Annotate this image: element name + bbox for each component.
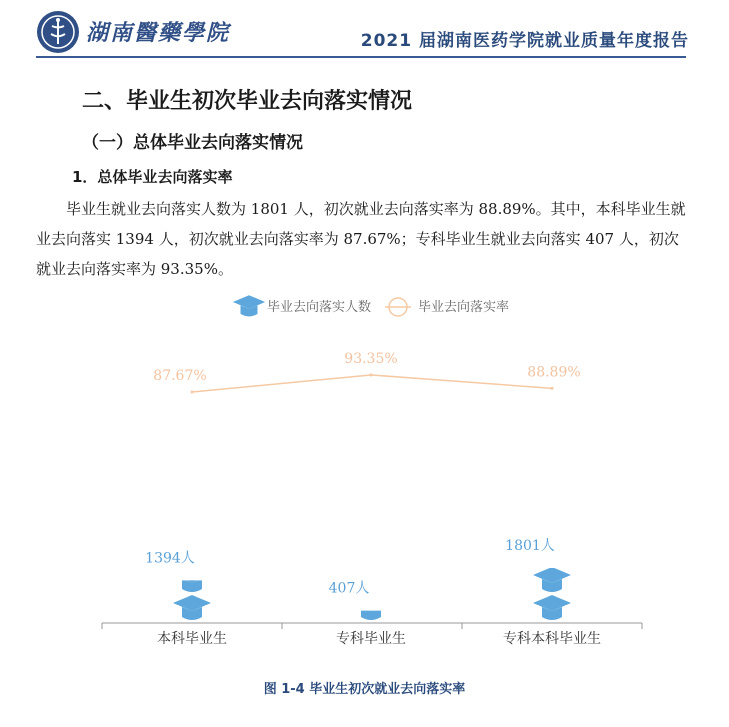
header-divider (36, 56, 686, 58)
rate-line (192, 375, 552, 392)
body-paragraph: 毕业生就业去向落实人数为 1801 人，初次就业去向落实率为 88.89%。其中，本科毕业生就业去向落实 1394 人，初次就业去向落实率为 87.67%；专科毕业生就业去向落实 407 人，初次就业去向落实率为 93.35%。 (36, 200, 686, 278)
school-logo-icon (36, 10, 80, 54)
report-title: 2021 届湖南医药学院就业质量年度报告 (360, 31, 689, 51)
rate-point (370, 373, 373, 376)
chart-legend (233, 295, 509, 316)
rate-data-label: 93.35% (344, 350, 398, 367)
count-data-label: 1394人 (145, 550, 195, 567)
item-title: 1．总体毕业去向落实率 (72, 168, 233, 186)
subsection-title: （一）总体毕业去向落实情况 (82, 133, 303, 153)
x-tick-label: 专科毕业生 (336, 631, 406, 647)
rate-data-label: 88.89% (527, 364, 581, 381)
count-data-label: 407人 (328, 580, 370, 597)
x-tick-label: 本科毕业生 (157, 631, 227, 647)
figure-caption: 图 1-4 毕业生初次就业去向落实率 (263, 682, 466, 697)
page-header (0, 0, 729, 62)
legend-count-label: 毕业去向落实人数 (267, 300, 372, 315)
count-bar-2 (352, 539, 390, 620)
legend-count-icon (233, 295, 265, 316)
rate-data-label: 87.67% (153, 367, 207, 384)
rate-point (191, 390, 194, 393)
school-name-logotype: 湖南醫藥學院 (86, 20, 231, 46)
legend-rate-label: 毕业去向落实率 (418, 300, 510, 315)
count-data-label: 1801人 (505, 538, 555, 554)
rate-point (551, 387, 554, 390)
placement-chart (0, 290, 729, 670)
x-tick-label: 专科本科毕业生 (503, 631, 601, 647)
section-title: 二、毕业生初次毕业去向落实情况 (82, 89, 413, 114)
